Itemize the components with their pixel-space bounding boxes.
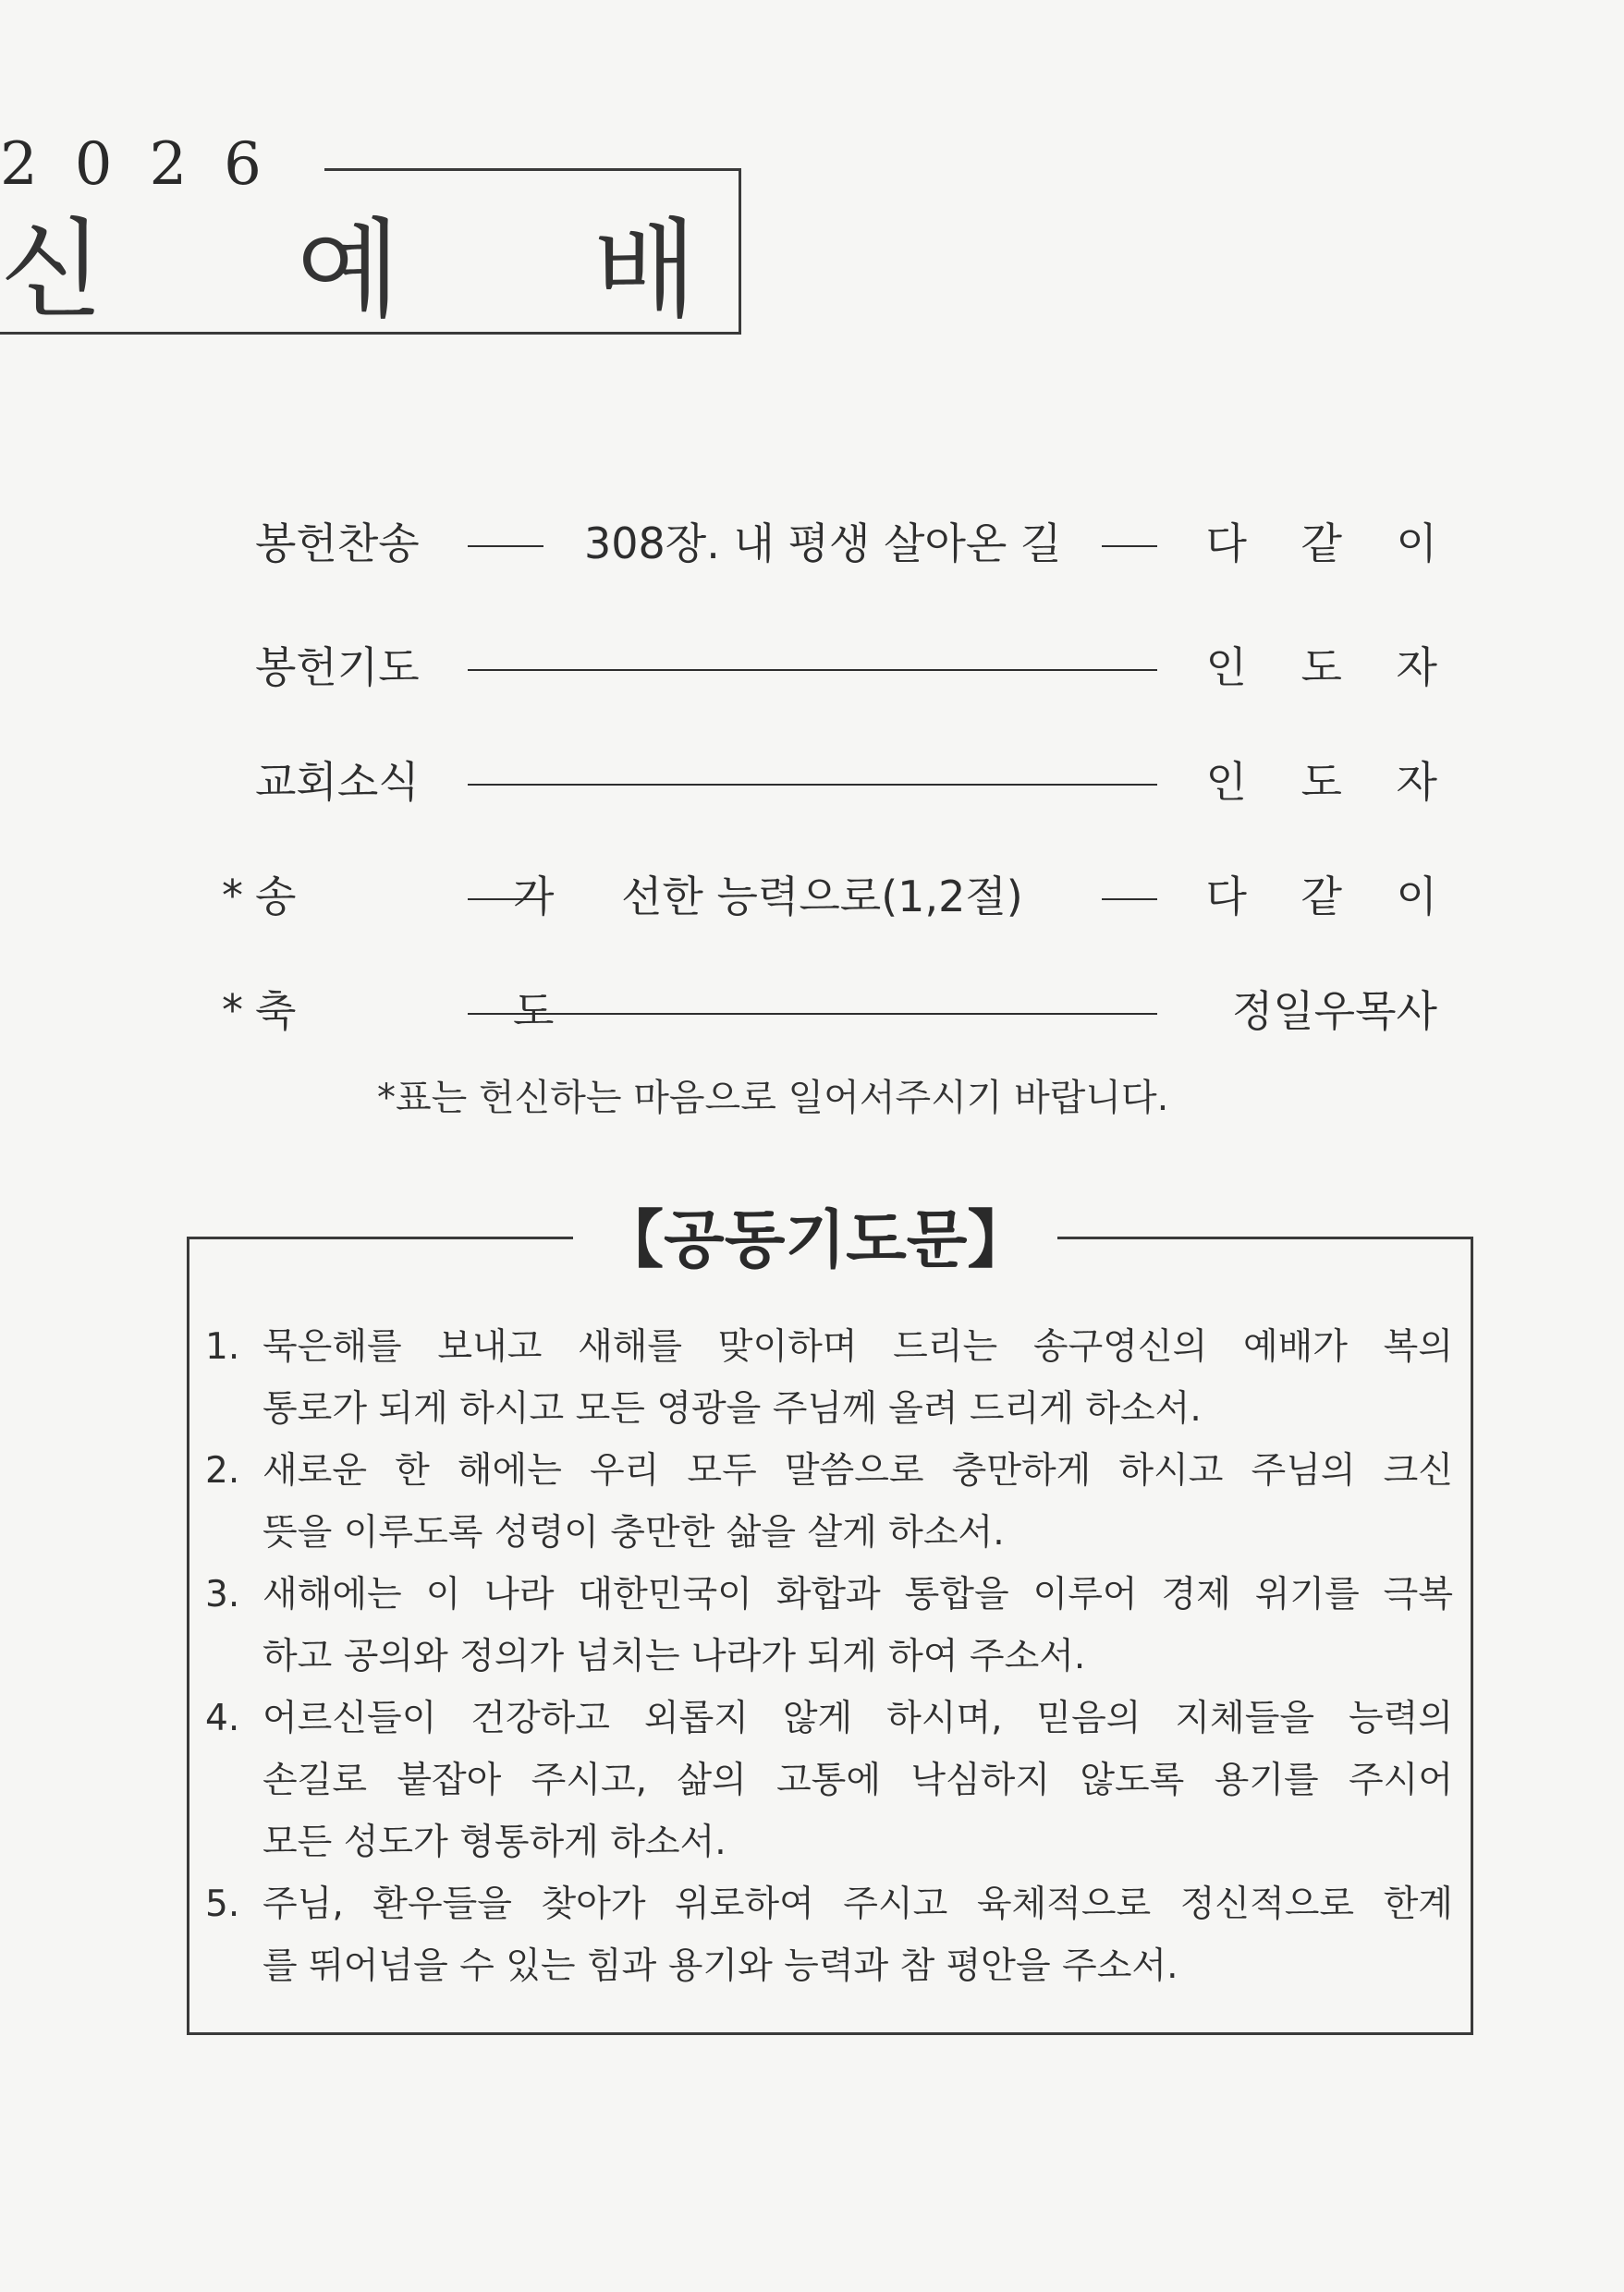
- prayer-title: 【공동기도문】: [573, 1200, 1057, 1283]
- prayer-number: 2.: [205, 1450, 240, 1492]
- prayer-number: 1.: [205, 1326, 240, 1368]
- order-label: 축 도: [255, 986, 656, 1036]
- leader-line: [468, 1013, 1157, 1015]
- header-year: 2026: [0, 128, 324, 201]
- prayer-number: 3.: [205, 1574, 240, 1615]
- order-leader: 인 도 자: [1205, 757, 1458, 807]
- standing-note: *표는 헌신하는 마음으로 일어서주시기 바랍니다.: [377, 1077, 1169, 1119]
- order-star: *: [222, 985, 243, 1035]
- prayer-line: 묵은해를 보내고 새해를 맞이하며 드리는 송구영신의 예배가 복의: [263, 1326, 1453, 1368]
- order-row: [222, 978, 1437, 1042]
- order-middle: 선한 능력으로(1,2절): [621, 872, 1023, 921]
- prayer-line: 하고 공의와 정의가 넘치는 나라가 되게 하여 주소서.: [263, 1636, 1086, 1677]
- dash-line: [468, 898, 543, 900]
- prayer-line: 어르신들이 건강하고 외롭지 않게 하시며, 믿음의 지체들을 능력의: [263, 1698, 1453, 1739]
- dash-line: [1102, 545, 1157, 547]
- order-row: [222, 863, 1458, 928]
- prayer-item: [205, 1873, 1453, 1997]
- dash-line: [468, 545, 543, 547]
- prayer-number: 5.: [205, 1884, 240, 1925]
- prayer-item: [205, 1316, 1453, 1440]
- prayer-line: 통로가 되게 하시고 모든 영광을 주님께 올려 드리게 하소서.: [263, 1388, 1202, 1430]
- prayer-item: [205, 1688, 1453, 1873]
- order-middle: 308장. 내 평생 살아온 길: [584, 518, 1062, 568]
- order-star: *: [222, 871, 243, 920]
- leader-line: [468, 669, 1157, 671]
- order-label: 교회소식: [255, 757, 420, 807]
- prayer-number: 4.: [205, 1698, 240, 1739]
- order-leader: 정일우목사: [1231, 986, 1437, 1036]
- order-label: 송 가: [255, 872, 656, 921]
- prayer-line: 주님, 환우들을 찾아가 위로하여 주시고 육체적으로 정신적으로 한계: [263, 1884, 1453, 1925]
- order-row: [222, 749, 1458, 813]
- order-row: [222, 634, 1458, 699]
- prayer-line: 모든 성도가 형통하게 하소서.: [263, 1822, 727, 1863]
- prayer-line: 새해에는 이 나라 대한민국이 화합과 통합을 이루어 경제 위기를 극복: [263, 1574, 1453, 1615]
- prayer-line: 뜻을 이루도록 성령이 충만한 삶을 살게 하소서.: [263, 1512, 1005, 1554]
- prayer-line: 를 뛰어넘을 수 있는 힘과 용기와 능력과 참 평안을 주소서.: [263, 1945, 1178, 1987]
- order-label: 봉헌기도: [255, 642, 420, 692]
- order-row: [222, 510, 1458, 575]
- order-leader: 인 도 자: [1205, 642, 1458, 692]
- order-label: 봉헌찬송: [255, 518, 420, 568]
- prayer-list: [205, 1316, 1453, 1997]
- prayer-line: 새로운 한 해에는 우리 모두 말씀으로 충만하게 하시고 주님의 크신: [263, 1450, 1453, 1492]
- header-title: 신 예 배: [0, 208, 776, 333]
- order-leader: 다 같 이: [1205, 518, 1458, 568]
- dash-line: [1102, 898, 1157, 900]
- prayer-item: [205, 1564, 1453, 1688]
- prayer-item: [205, 1440, 1453, 1564]
- leader-line: [468, 784, 1157, 786]
- order-leader: 다 같 이: [1205, 872, 1458, 921]
- prayer-line: 손길로 붙잡아 주시고, 삶의 고통에 낙심하지 않도록 용기를 주시어: [263, 1760, 1453, 1801]
